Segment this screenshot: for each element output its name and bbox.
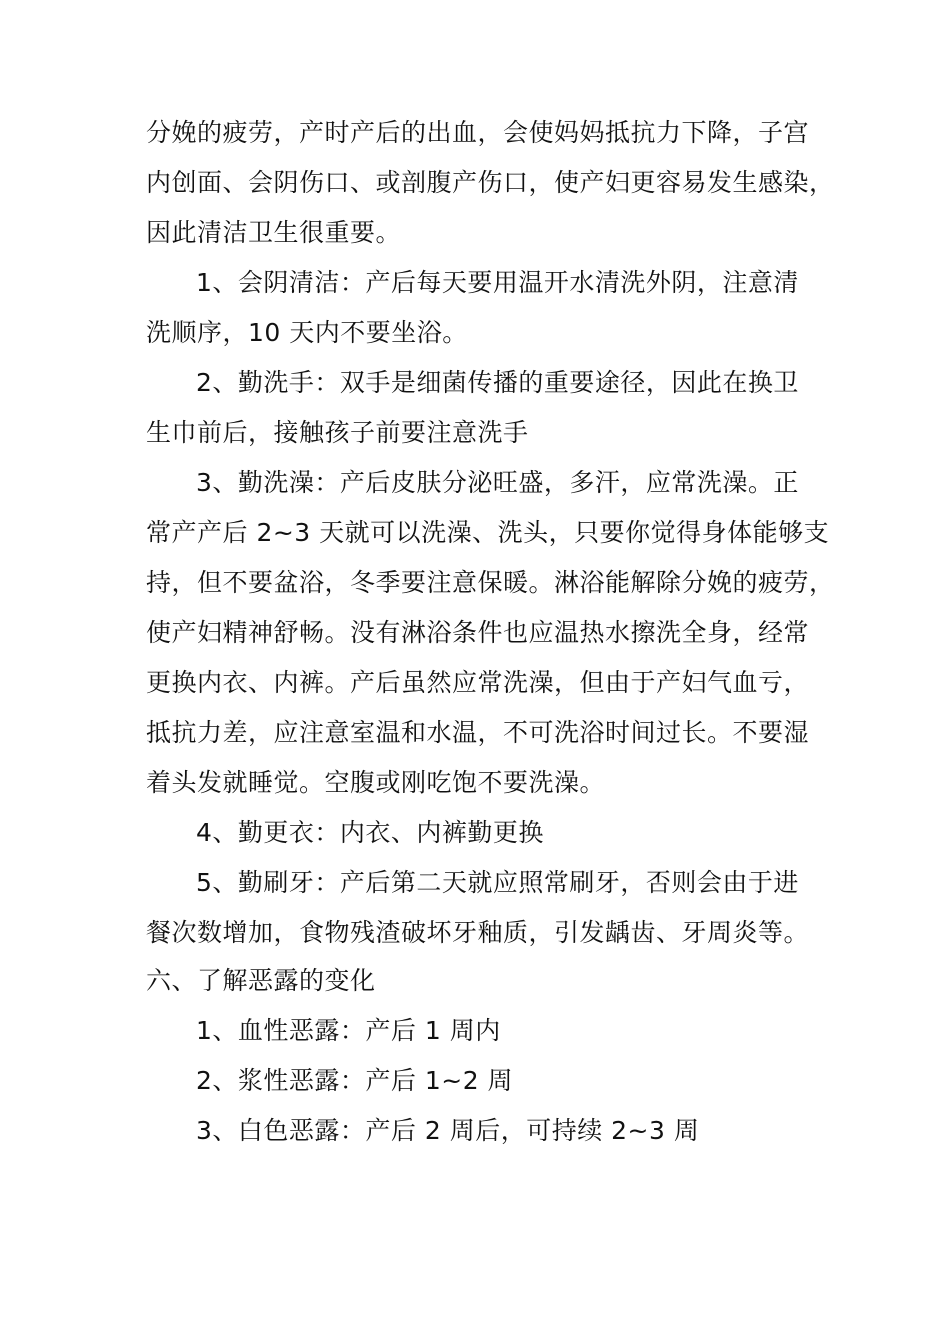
- paragraph-line: 持，但不要盆浴，冬季要注意保暖。淋浴能解除分娩的疲劳，: [146, 568, 835, 597]
- paragraph-line: 生巾前后，接触孩子前要注意洗手: [146, 418, 529, 447]
- list-item-line: 5、勤刷牙：产后第二天就应照常刷牙，否则会由于进: [196, 868, 799, 897]
- paragraph-line: 洗顺序，10 天内不要坐浴。: [146, 318, 468, 347]
- section-heading: 六、了解恶露的变化: [146, 966, 376, 995]
- paragraph-line: 因此清洁卫生很重要。: [146, 218, 402, 247]
- paragraph-line: 常产产后 2~3 天就可以洗澡、洗头，只要你觉得身体能够支: [146, 518, 830, 547]
- list-item-line: 2、浆性恶露：产后 1~2 周: [196, 1066, 514, 1095]
- paragraph-line: 抵抗力差，应注意室温和水温，不可洗浴时间过长。不要湿: [146, 718, 810, 747]
- paragraph-line: 餐次数增加，食物残渣破坏牙釉质，引发龋齿、牙周炎等。: [146, 918, 810, 947]
- paragraph-line: 内创面、会阴伤口、或剖腹产伤口，使产妇更容易发生感染，: [146, 168, 835, 197]
- list-item-line: 1、血性恶露：产后 1 周内: [196, 1016, 501, 1045]
- list-item-line: 1、会阴清洁：产后每天要用温开水清洗外阴，注意清: [196, 268, 799, 297]
- paragraph-line: 使产妇精神舒畅。没有淋浴条件也应温热水擦洗全身，经常: [146, 618, 810, 647]
- list-item-line: 3、勤洗澡：产后皮肤分泌旺盛，多汗，应常洗澡。正: [196, 468, 799, 497]
- list-item-line: 3、白色恶露：产后 2 周后，可持续 2~3 周: [196, 1116, 700, 1145]
- paragraph-line: 分娩的疲劳，产时产后的出血，会使妈妈抵抗力下降，子宫: [146, 118, 810, 147]
- paragraph-line: 着头发就睡觉。空腹或刚吃饱不要洗澡。: [146, 768, 606, 797]
- paragraph-line: 更换内衣、内裤。产后虽然应常洗澡，但由于产妇气血亏，: [146, 668, 810, 697]
- list-item-line: 2、勤洗手：双手是细菌传播的重要途径，因此在换卫: [196, 368, 799, 397]
- list-item-line: 4、勤更衣：内衣、内裤勤更换: [196, 818, 544, 847]
